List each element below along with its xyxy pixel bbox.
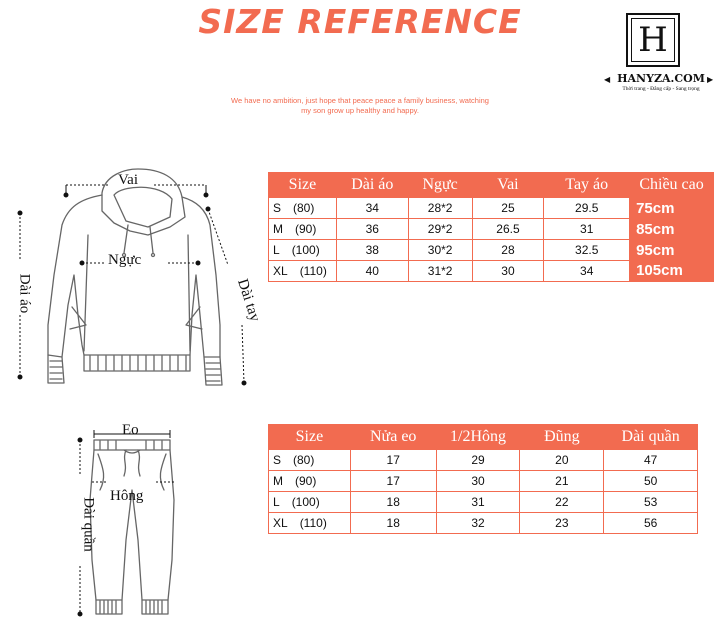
table-row (269, 198, 714, 219)
table-row (269, 240, 714, 261)
size-number: (90) (295, 222, 317, 236)
top-size-table (268, 172, 714, 282)
table-cell: 32 (436, 513, 520, 534)
top-header-height: Chiều cao (630, 173, 714, 198)
table-cell: 31 (544, 219, 630, 240)
hoodie-length-label: Dài áo (16, 273, 33, 314)
table-cell: 29.5 (544, 198, 630, 219)
size-cell (269, 240, 337, 261)
table-cell: 20 (520, 450, 604, 471)
top-table-header-row (269, 173, 714, 198)
pants-length-label: Dài quần (80, 497, 97, 552)
size-letter: XL (273, 264, 288, 278)
table-cell: 36 (336, 219, 408, 240)
size-letter: M (273, 474, 283, 488)
table-cell: 40 (336, 261, 408, 282)
size-letter: M (273, 222, 283, 236)
size-cell (269, 492, 351, 513)
subtitle-line-2: my son grow up healthy and happy. (301, 106, 419, 115)
table-cell: 34 (336, 198, 408, 219)
table-cell: 34 (544, 261, 630, 282)
bottom-header-half-hip: 1/2Hông (436, 425, 520, 450)
hoodie-sleeve-label: Dài tay (234, 277, 263, 324)
table-cell: 31 (436, 492, 520, 513)
table-cell: 47 (604, 450, 698, 471)
table-cell: 30*2 (408, 240, 472, 261)
brand-logo (626, 13, 680, 67)
table-row (269, 513, 698, 534)
size-cell (269, 471, 351, 492)
table-cell: 22 (520, 492, 604, 513)
size-cell (269, 450, 351, 471)
subtitle-line-1: We have no ambition, just hope that peace peace a family business, watching (231, 96, 489, 105)
size-number: (100) (291, 495, 320, 509)
size-number: (90) (295, 474, 317, 488)
table-cell: 30 (472, 261, 544, 282)
height-cell: 85cm (630, 219, 714, 240)
top-header-shoulder: Vai (472, 173, 544, 198)
table-cell: 32.5 (544, 240, 630, 261)
pants-hip-label: Hông (110, 488, 144, 504)
hoodie-chest-label: Ngực (108, 252, 142, 268)
table-cell: 25 (472, 198, 544, 219)
size-letter: L (273, 243, 280, 257)
top-header-sleeve: Tay áo (544, 173, 630, 198)
size-letter: S (273, 453, 282, 467)
bottom-header-size: Size (269, 425, 351, 450)
table-cell: 21 (520, 471, 604, 492)
size-number: (110) (299, 264, 327, 278)
size-number: (110) (299, 516, 327, 530)
bottom-header-length: Dài quần (604, 425, 698, 450)
size-number: (80) (293, 453, 315, 467)
table-cell: 23 (520, 513, 604, 534)
table-cell: 38 (336, 240, 408, 261)
size-number: (100) (291, 243, 320, 257)
table-row (269, 492, 698, 513)
table-row (269, 219, 714, 240)
top-header-size: Size (269, 173, 337, 198)
table-cell: 18 (350, 513, 436, 534)
table-cell: 17 (350, 471, 436, 492)
table-cell: 28*2 (408, 198, 472, 219)
table-row (269, 261, 714, 282)
brand-arrow-left-icon: ◀ (604, 75, 611, 84)
brand-tagline: Thời trang - Đẳng cấp - Sang trọng (622, 86, 700, 92)
brand-name: HANYZA.COM (617, 72, 705, 85)
table-cell: 53 (604, 492, 698, 513)
table-cell: 26.5 (472, 219, 544, 240)
top-header-chest: Ngực (408, 173, 472, 198)
height-cell: 75cm (630, 198, 714, 219)
size-cell (269, 219, 337, 240)
page-title: SIZE REFERENCE (198, 2, 522, 41)
page-subtitle (150, 96, 570, 116)
bottom-size-table (268, 424, 698, 534)
table-cell: 31*2 (408, 261, 472, 282)
brand-arrow-right-icon: ▶ (707, 75, 714, 84)
table-row (269, 450, 698, 471)
size-cell (269, 261, 337, 282)
hoodie-shoulder-label: Vai (118, 172, 138, 188)
table-cell: 29 (436, 450, 520, 471)
bottom-header-half-waist: Nửa eo (350, 425, 436, 450)
table-cell: 56 (604, 513, 698, 534)
table-cell: 29*2 (408, 219, 472, 240)
size-letter: S (273, 201, 282, 215)
pants-waist-label: Eo (122, 422, 139, 438)
bottom-table-header-row (269, 425, 698, 450)
bottom-header-crotch: Đũng (520, 425, 604, 450)
size-number: (80) (293, 201, 315, 215)
size-letter: L (273, 495, 280, 509)
table-row (269, 471, 698, 492)
top-header-length: Dài áo (336, 173, 408, 198)
table-cell: 28 (472, 240, 544, 261)
table-cell: 18 (350, 492, 436, 513)
size-cell (269, 513, 351, 534)
table-cell: 17 (350, 450, 436, 471)
size-letter: XL (273, 516, 288, 530)
brand-logo-letter: H (631, 18, 675, 62)
height-cell: 105cm (630, 261, 714, 282)
hoodie-illustration (10, 165, 260, 395)
height-cell: 95cm (630, 240, 714, 261)
table-cell: 50 (604, 471, 698, 492)
size-cell (269, 198, 337, 219)
table-cell: 30 (436, 471, 520, 492)
